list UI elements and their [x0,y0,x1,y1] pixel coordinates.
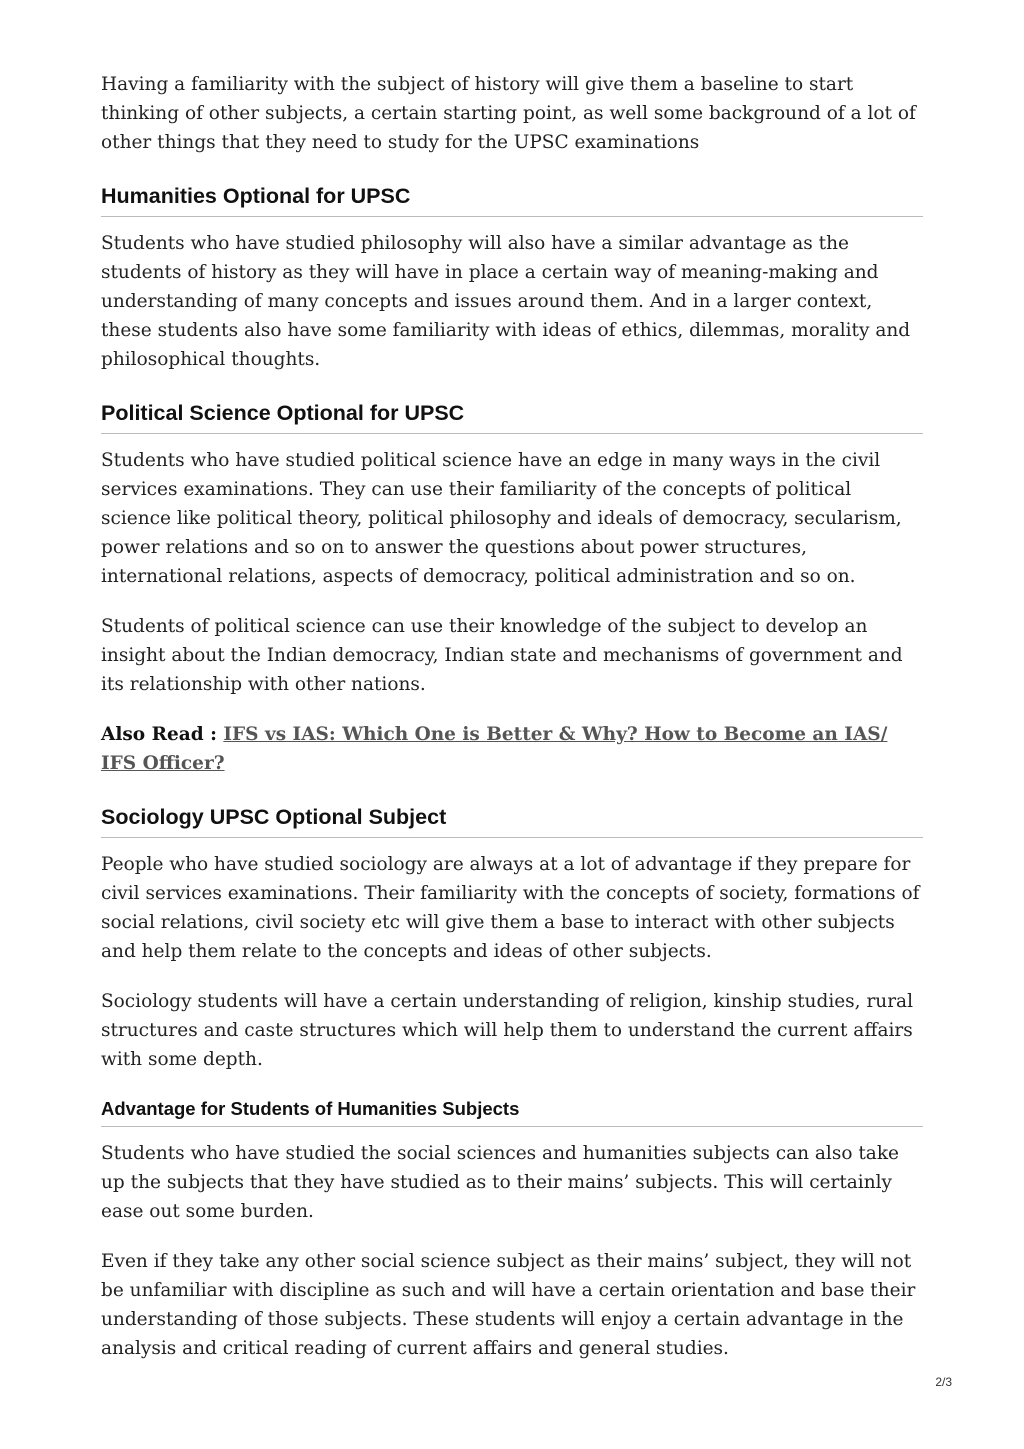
political-science-paragraph-2: Students of political science can use their knowledge of the subject to develop an insight about the Indian democracy, Indian state and mechanisms of government and its relationship with other nations. [101,616,903,695]
advantage-paragraph-2: Even if they take any other social science subject as their mains’ subject, they will not be unfamiliar with discipline as such and will have a certain orientation and base their understanding of those subjects. These students will enjoy a certain advantage in the analysis and critical reading of current affairs and general studies. [101,1251,916,1359]
also-read-label: Also Read : [101,724,224,745]
political-science-paragraph-1: Students who have studied political science have an edge in many ways in the civil services examinations. They can use their familiarity of the concepts of political science like political theory, political philosophy and ideals of democracy, secularism, power relations and so on to answer the questions about power structures, international relations, aspects of democracy, political administration and so on. [101,450,902,587]
sociology-paragraph-2: Sociology students will have a certain understanding of religion, kinship studies, rural structures and caste structures which will help them to understand the current affairs with some depth. [101,991,913,1070]
sociology-paragraph-1: People who have studied sociology are always at a lot of advantage if they prepare for civil services examinations. Their familiarity with the concepts of society, formations of social relations, civil society etc will give them a base to interact with other subjects and help them relate to the concepts and ideas of other subjects. [101,854,920,962]
article-body [101,70,923,1384]
intro-paragraph: Having a familiarity with the subject of history will give them a baseline to start thinking of other subjects, a certain starting point, as well some background of a lot of other things that they need to study for the UPSC examinations [101,74,916,153]
advantage-paragraph-1: Students who have studied the social sciences and humanities subjects can also take up the subjects that they have studied as to their mains’ subjects. This will certainly ease out some burden. [101,1143,899,1222]
section-heading-sociology: Sociology UPSC Optional Subject [101,804,923,838]
section-heading-advantage: Advantage for Students of Humanities Subjects [101,1098,923,1127]
page-number: 2/3 [935,1375,952,1389]
section-heading-political-science: Political Science Optional for UPSC [101,400,923,434]
humanities-paragraph: Students who have studied philosophy will also have a similar advantage as the students of history as they will have in place a certain way of meaning-making and understanding of many concepts and issues around them. And in a larger context, these students also have some familiarity with ideas of ethics, dilemmas, morality and philosophical thoughts. [101,233,911,370]
section-heading-humanities: Humanities Optional for UPSC [101,183,923,217]
also-read-link[interactable]: IFS vs IAS: Which One is Better & Why? How to Become an IAS/ IFS Officer? [101,724,888,774]
also-read [101,720,923,778]
